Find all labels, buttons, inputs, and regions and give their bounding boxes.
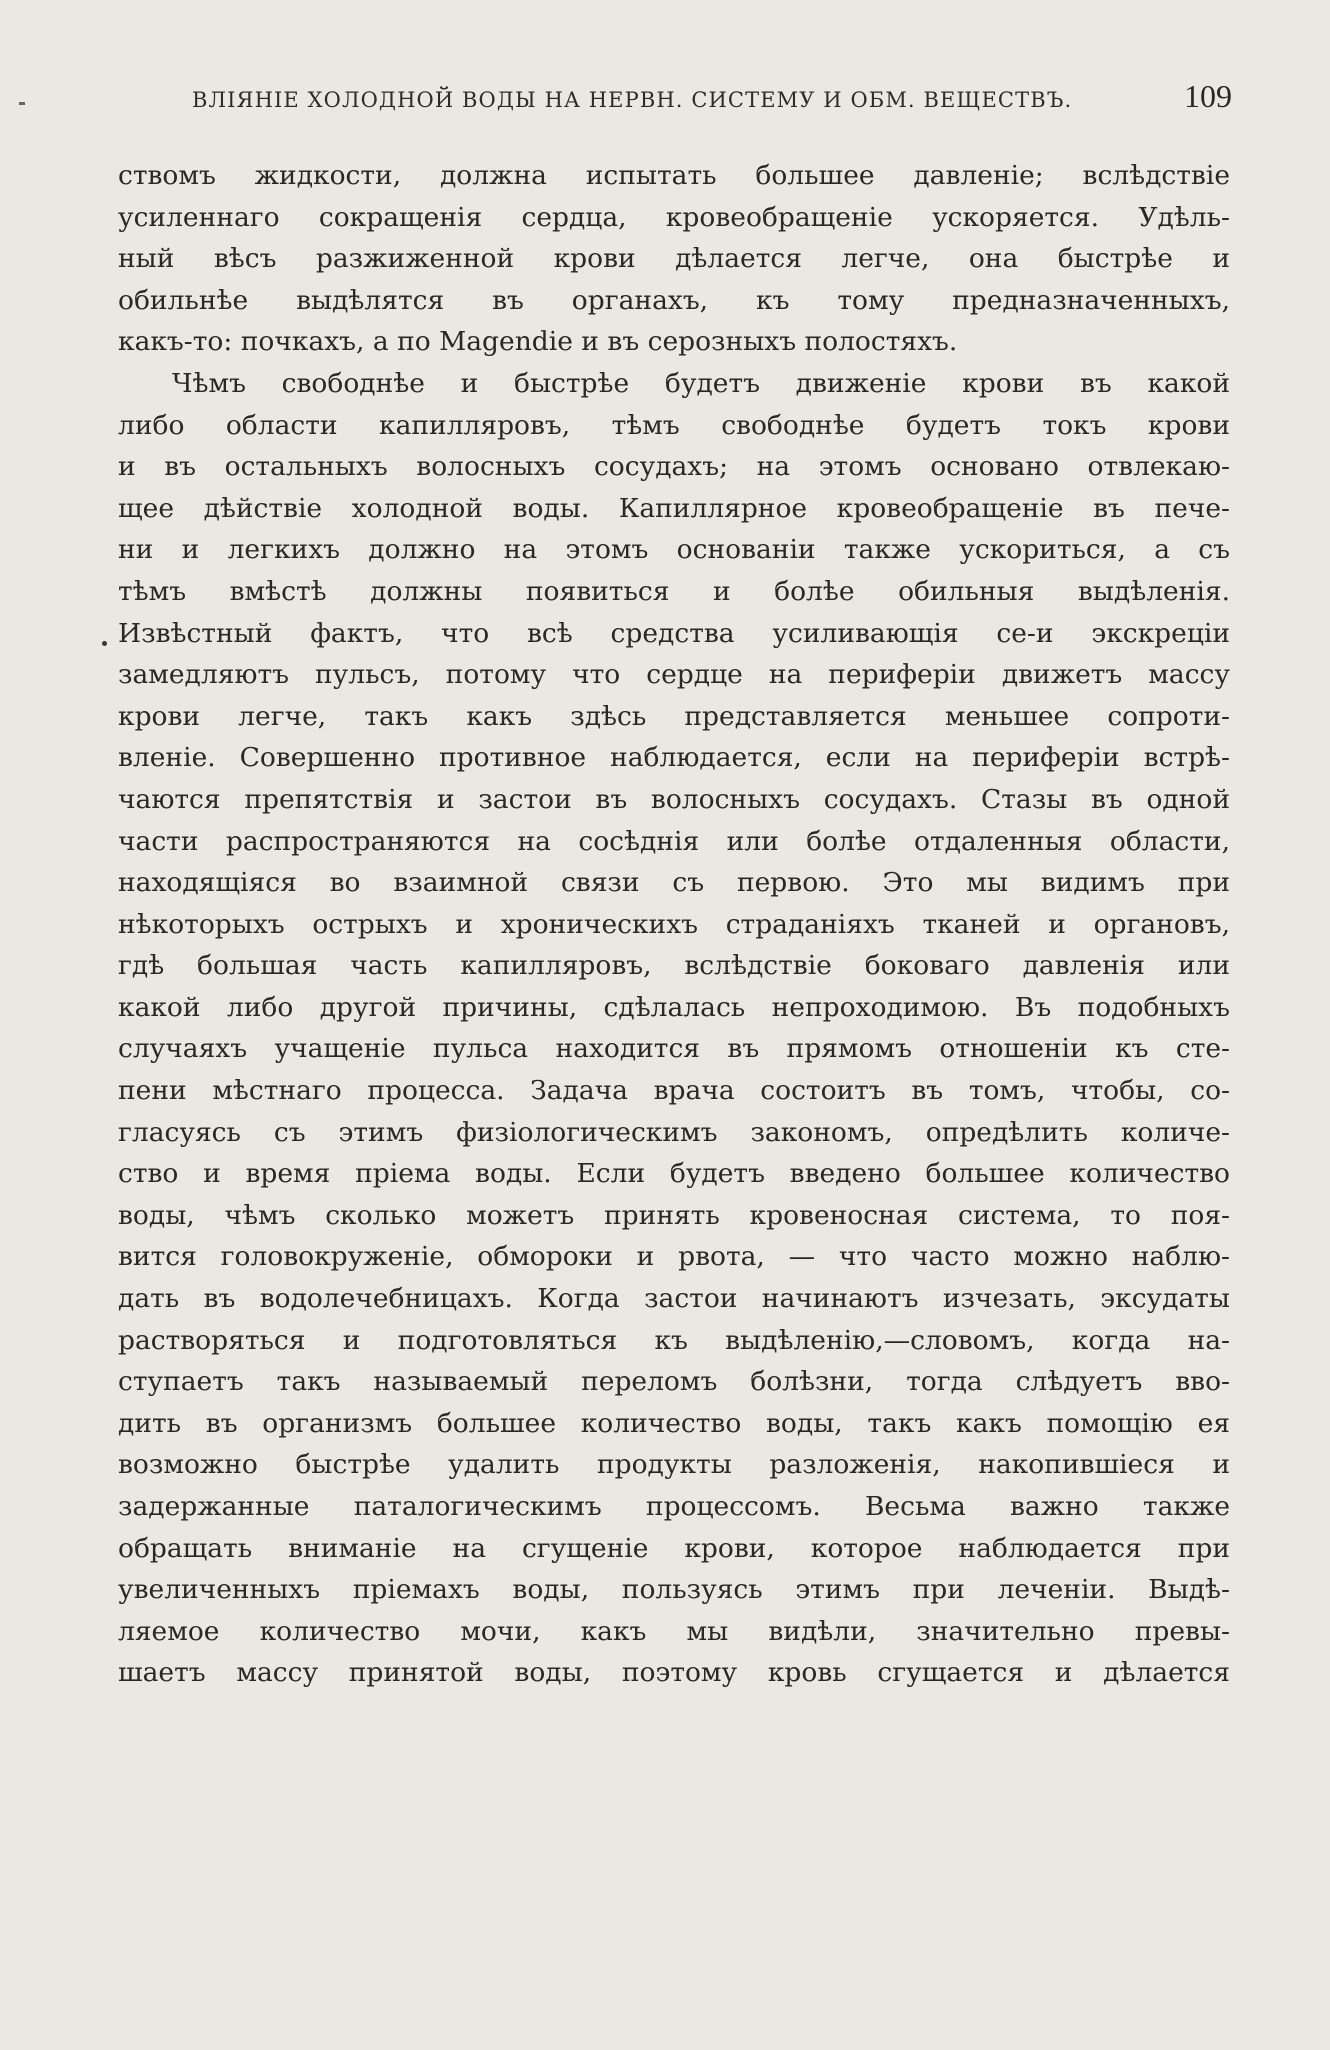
text-line: возможно быстрѣе удалить продукты разложенія, накопившіеся и: [118, 1449, 1230, 1481]
text-line: растворяться и подготовляться къ выдѣленію,—словомъ, когда на-: [118, 1324, 1230, 1356]
text-line: какой либо другой причины, сдѣлалась непроходимою. Въ подобныхъ: [118, 991, 1230, 1023]
text-line: гдѣ большая часть капилляровъ, вслѣдствіе боковаго давленія или: [118, 950, 1230, 982]
text-line: либо области капилляровъ, тѣмъ свободнѣе будетъ токъ крови: [118, 409, 1230, 441]
text-line: ный вѣсъ разжиженной крови дѣлается легче, она быстрѣе и: [118, 243, 1230, 275]
text-line: шаетъ массу принятой воды, поэтому кровь сгущается и дѣлается: [118, 1657, 1230, 1689]
text-line: части распространяются на сосѣднія или болѣе отдаленныя области,: [118, 825, 1230, 857]
text-line: гласуясь съ этимъ физіологическимъ закономъ, опредѣлить количе-: [118, 1116, 1230, 1148]
text-line: нѣкоторыхъ острыхъ и хроническихъ страданіяхъ тканей и органовъ,: [118, 908, 1230, 940]
running-head: ВЛІЯНІЕ ХОЛОДНОЙ ВОДЫ НА НЕРВН. СИСТЕМУ И ОБМ. ВЕЩЕСТВЪ.: [192, 88, 1073, 112]
text-line: ствомъ жидкости, должна испытать большее давленіе; вслѣдствіе: [118, 160, 1230, 191]
text-line: вленіе. Совершенно противное наблюдается, если на периферіи встрѣ-: [118, 742, 1230, 774]
text-line: Извѣстный фактъ, что всѣ средства усиливающія се-и экскреціи: [118, 617, 1230, 649]
margin-speck: [19, 102, 25, 105]
text-line: задержанные паталогическимъ процессомъ. Весьма важно также: [118, 1491, 1230, 1522]
text-line: крови легче, такъ какъ здѣсь представляется меньшее сопроти-: [118, 700, 1230, 732]
text-line: находящіяся во взаимной связи съ первою. Это мы видимъ при: [118, 867, 1230, 899]
text-line: вится головокруженіе, обмороки и рвота, — что часто можно наблю-: [118, 1241, 1230, 1273]
text-line: ство и время пріема воды. Если будетъ введено большее количество: [118, 1158, 1230, 1190]
text-line: обращать вниманіе на сгущеніе крови, которое наблюдается при: [118, 1532, 1230, 1564]
body-text: [118, 155, 1230, 1694]
text-line: и въ остальныхъ волосныхъ сосудахъ; на этомъ основано отвлекаю-: [118, 451, 1230, 483]
text-line: чаются препятствія и застои въ волосныхъ сосудахъ. Стазы въ одной: [118, 783, 1230, 815]
text-line: ни и легкихъ должно на этомъ основаніи также ускориться, а съ: [118, 534, 1230, 566]
page-number: 109: [1184, 78, 1232, 114]
text-line: дить въ организмъ большее количество воды, такъ какъ помощію ея: [118, 1407, 1230, 1439]
text-line: обильнѣе выдѣлятся въ органахъ, къ тому предназначенныхъ,: [118, 284, 1230, 316]
text-line: щее дѣйствіе холодной воды. Капиллярное кровеобращеніе въ пече-: [118, 492, 1230, 524]
text-line: тѣмъ вмѣстѣ должны появиться и болѣе обильныя выдѣленія.: [118, 575, 1230, 607]
text-line: увеличенныхъ пріемахъ воды, пользуясь этимъ при леченіи. Выдѣ-: [118, 1574, 1230, 1606]
page-header: [192, 78, 1232, 118]
text-line: ступаетъ такъ называемый переломъ болѣзни, тогда слѣдуетъ вво-: [118, 1366, 1230, 1398]
text-line: пени мѣстнаго процесса. Задача врача состоитъ въ томъ, чтобы, со-: [118, 1075, 1230, 1107]
text-line: случаяхъ учащеніе пульса находится въ прямомъ отношеніи къ сте-: [118, 1033, 1230, 1065]
text-line: замедляютъ пульсъ, потому что сердце на периферіи движетъ массу: [118, 659, 1230, 691]
text-line: дать въ водолечебницахъ. Когда застои начинаютъ изчезать, эксудаты: [118, 1283, 1230, 1315]
text-line: Чѣмъ свободнѣе и быстрѣе будетъ движеніе крови въ какой: [172, 367, 1230, 399]
text-line: воды, чѣмъ сколько можетъ принять кровеносная система, то поя-: [118, 1199, 1230, 1231]
text-line: усиленнаго сокращенія сердца, кровеобращеніе ускоряется. Удѣль-: [118, 201, 1230, 233]
text-line: ляемое количество мочи, какъ мы видѣли, значительно превы-: [118, 1615, 1230, 1647]
text-line: какъ-то: почкахъ, а по Magendie и въ серозныхъ полостяхъ.: [118, 326, 958, 358]
ink-speck: [102, 641, 107, 646]
